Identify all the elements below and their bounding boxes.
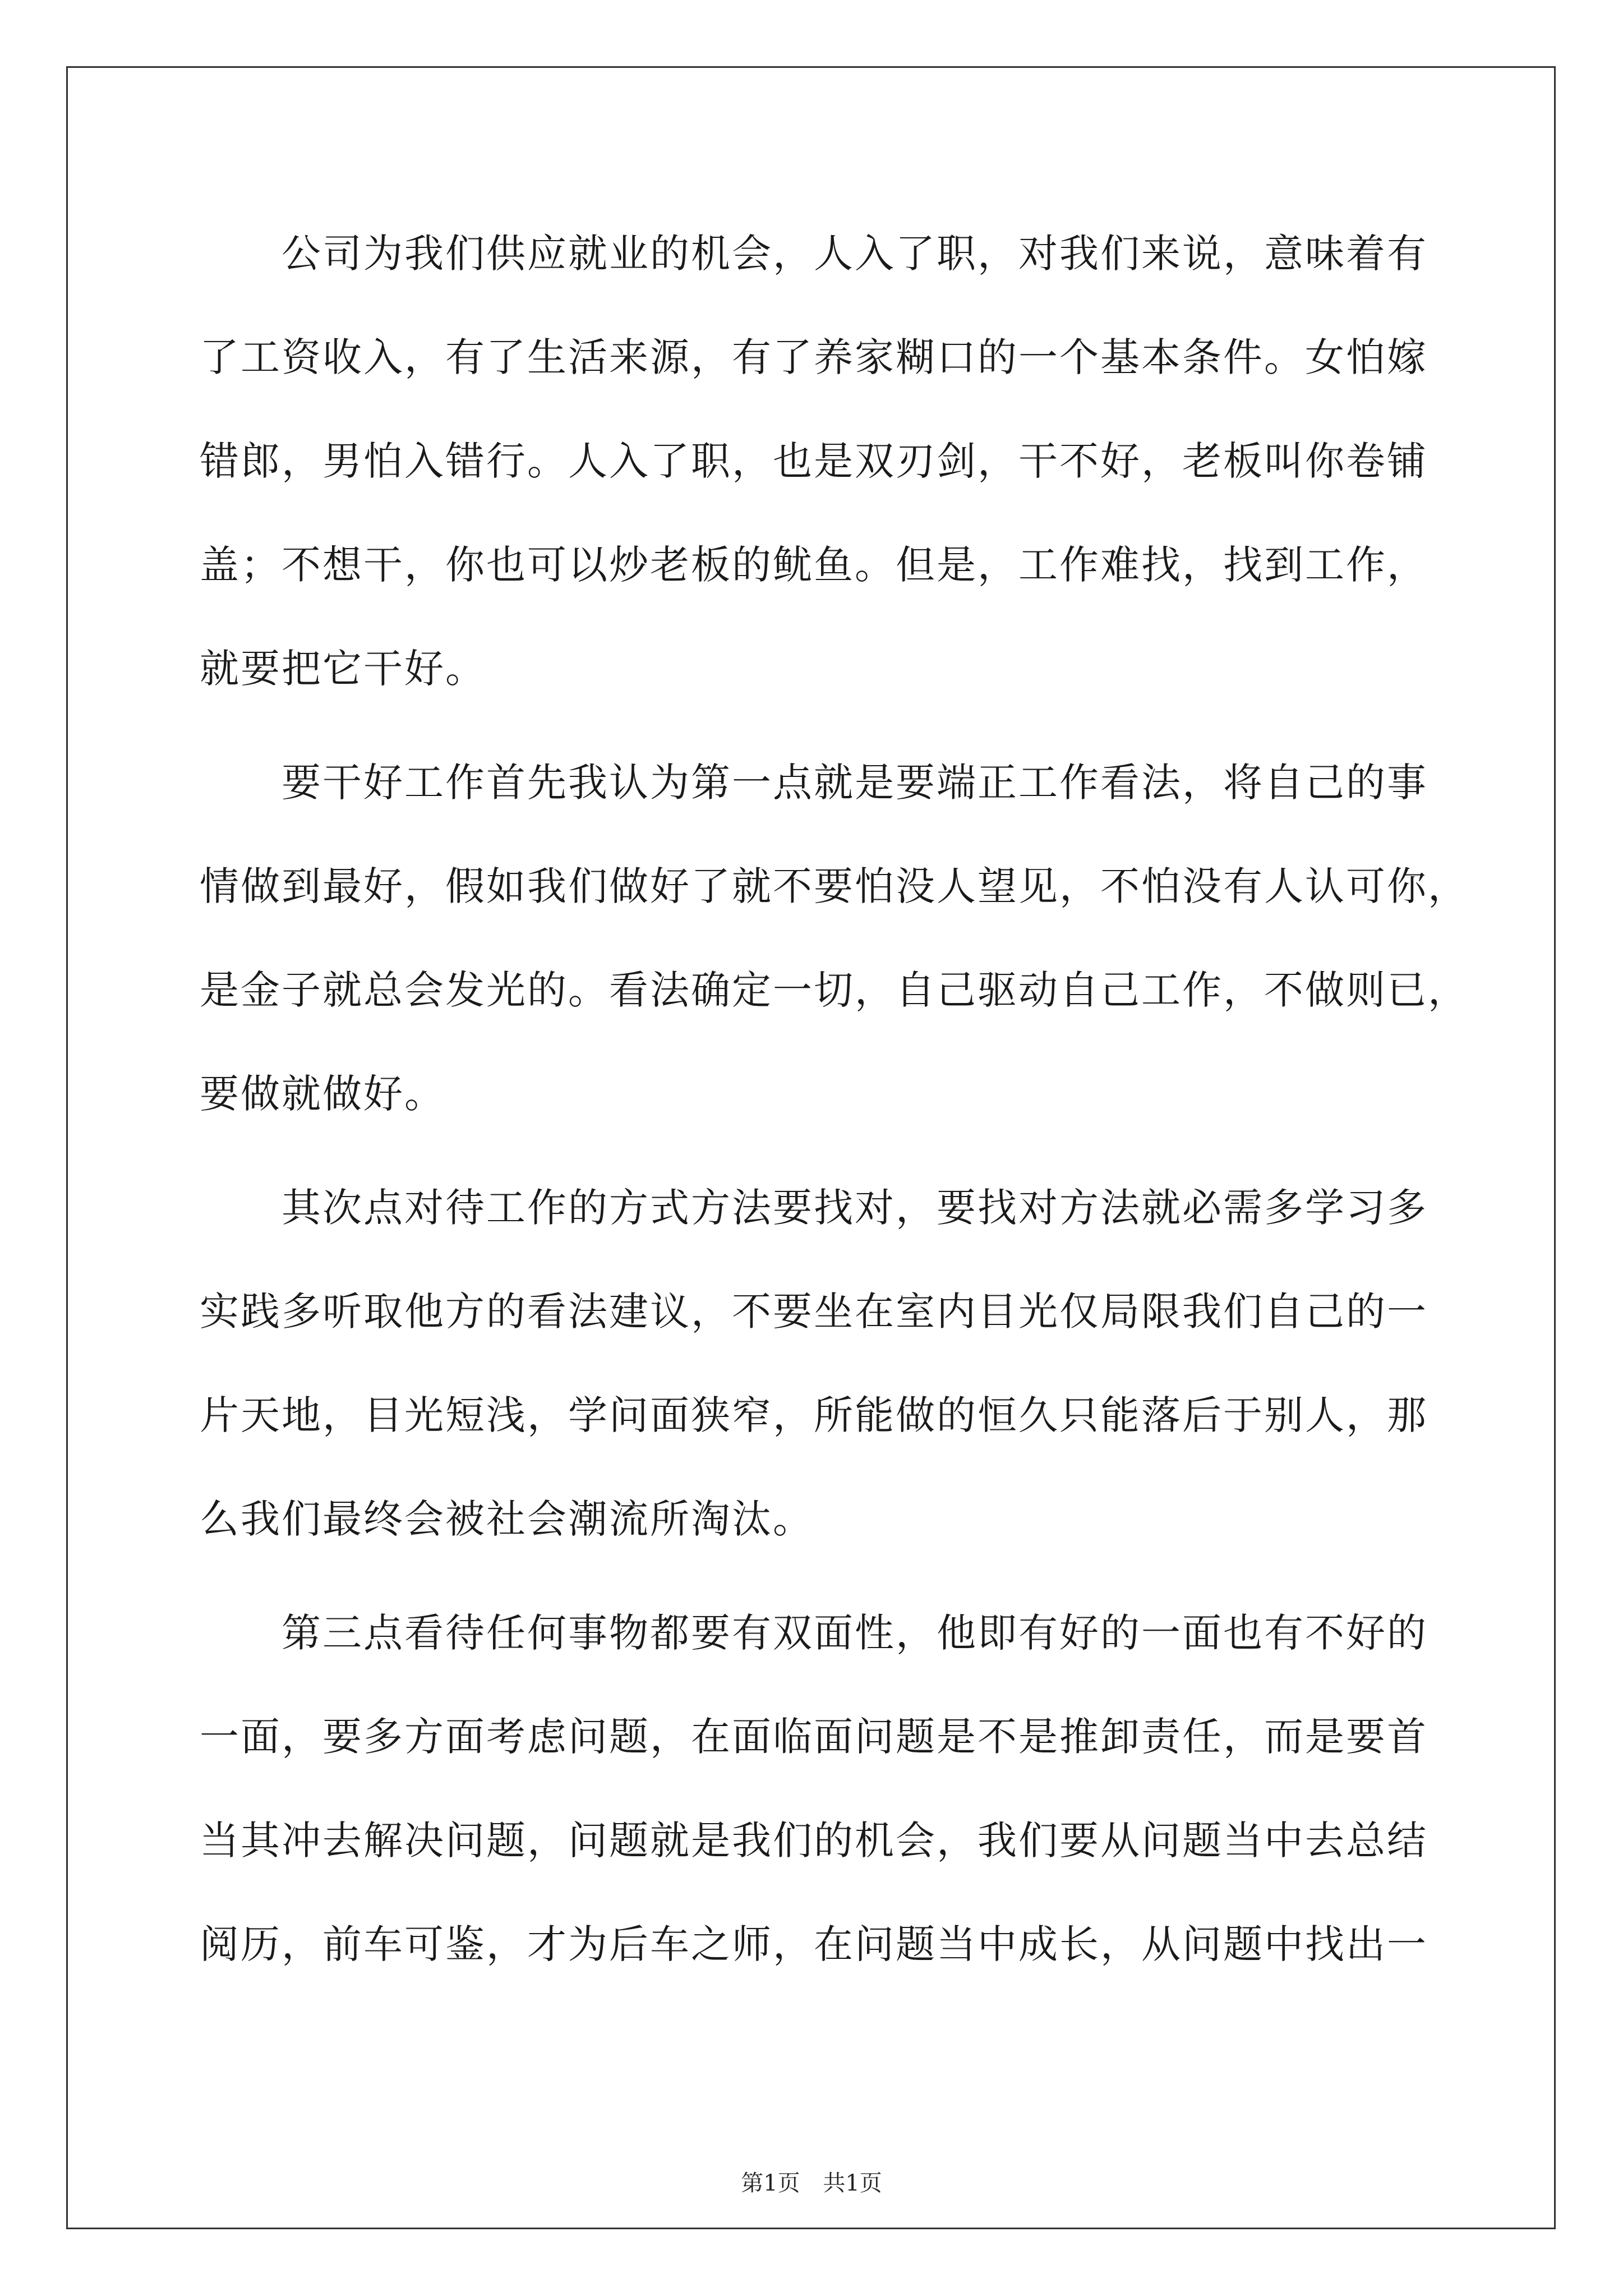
paragraph-line: 了工资收入，有了生活来源，有了养家糊口的一个基本条件。女怕嫁: [200, 334, 1428, 380]
paragraph-line: 盖；不想干，你也可以炒老板的鱿鱼。但是，工作难找，找到工作，: [200, 542, 1428, 588]
document-body: [200, 202, 1469, 2007]
paragraph-line: 么我们最终会被社会潮流所淘汰。: [200, 1496, 814, 1542]
paragraph-line: 阅历，前车可鉴，才为后车之师，在问题当中成长，从问题中找出一: [200, 1921, 1428, 1967]
paragraph-3: [200, 1156, 1428, 1571]
page-number-total: 共1页: [823, 2170, 882, 2196]
paragraph-line: 要干好工作首先我认为第一点就是要端正工作看法，将自己的事: [282, 760, 1428, 806]
paragraph-line: 其次点对待工作的方式方法要找对，要找对方法就必需多学习多: [282, 1185, 1428, 1231]
paragraph-line: 错郎，男怕入错行。人入了职，也是双刃剑，干不好，老板叫你卷铺: [200, 438, 1428, 484]
paragraph-line: 当其冲去解决问题，问题就是我们的机会，我们要从问题当中去总结: [200, 1818, 1428, 1864]
page-number-current: 第1页: [741, 2170, 800, 2196]
paragraph-line: 实践多听取他方的看法建议，不要坐在室内目光仅局限我们自己的一: [200, 1289, 1428, 1335]
paragraph-2: [200, 731, 1469, 1146]
paragraph-line: 要做就做好。: [200, 1071, 445, 1117]
paragraph-line: 就要把它干好。: [200, 646, 486, 692]
paragraph-line: 一面，要多方面考虑问题，在面临面问题是不是推卸责任，而是要首: [200, 1714, 1428, 1760]
page-footer: [0, 2165, 1623, 2197]
paragraph-line: 是金子就总会发光的。看法确定一切，自己驱动自己工作，不做则已，: [200, 967, 1469, 1013]
paragraph-line: 第三点看待任何事物都要有双面性，他即有好的一面也有不好的: [282, 1610, 1428, 1656]
paragraph-1: [200, 202, 1428, 721]
paragraph-line: 片天地，目光短浅，学问面狭窄，所能做的恒久只能落后于别人，那: [200, 1392, 1428, 1438]
paragraph-line: 情做到最好，假如我们做好了就不要怕没人望见，不怕没有人认可你，: [200, 863, 1469, 909]
paragraph-line: 公司为我们供应就业的机会，人入了职，对我们来说，意味着有: [282, 231, 1428, 277]
paragraph-4: [200, 1581, 1428, 1996]
